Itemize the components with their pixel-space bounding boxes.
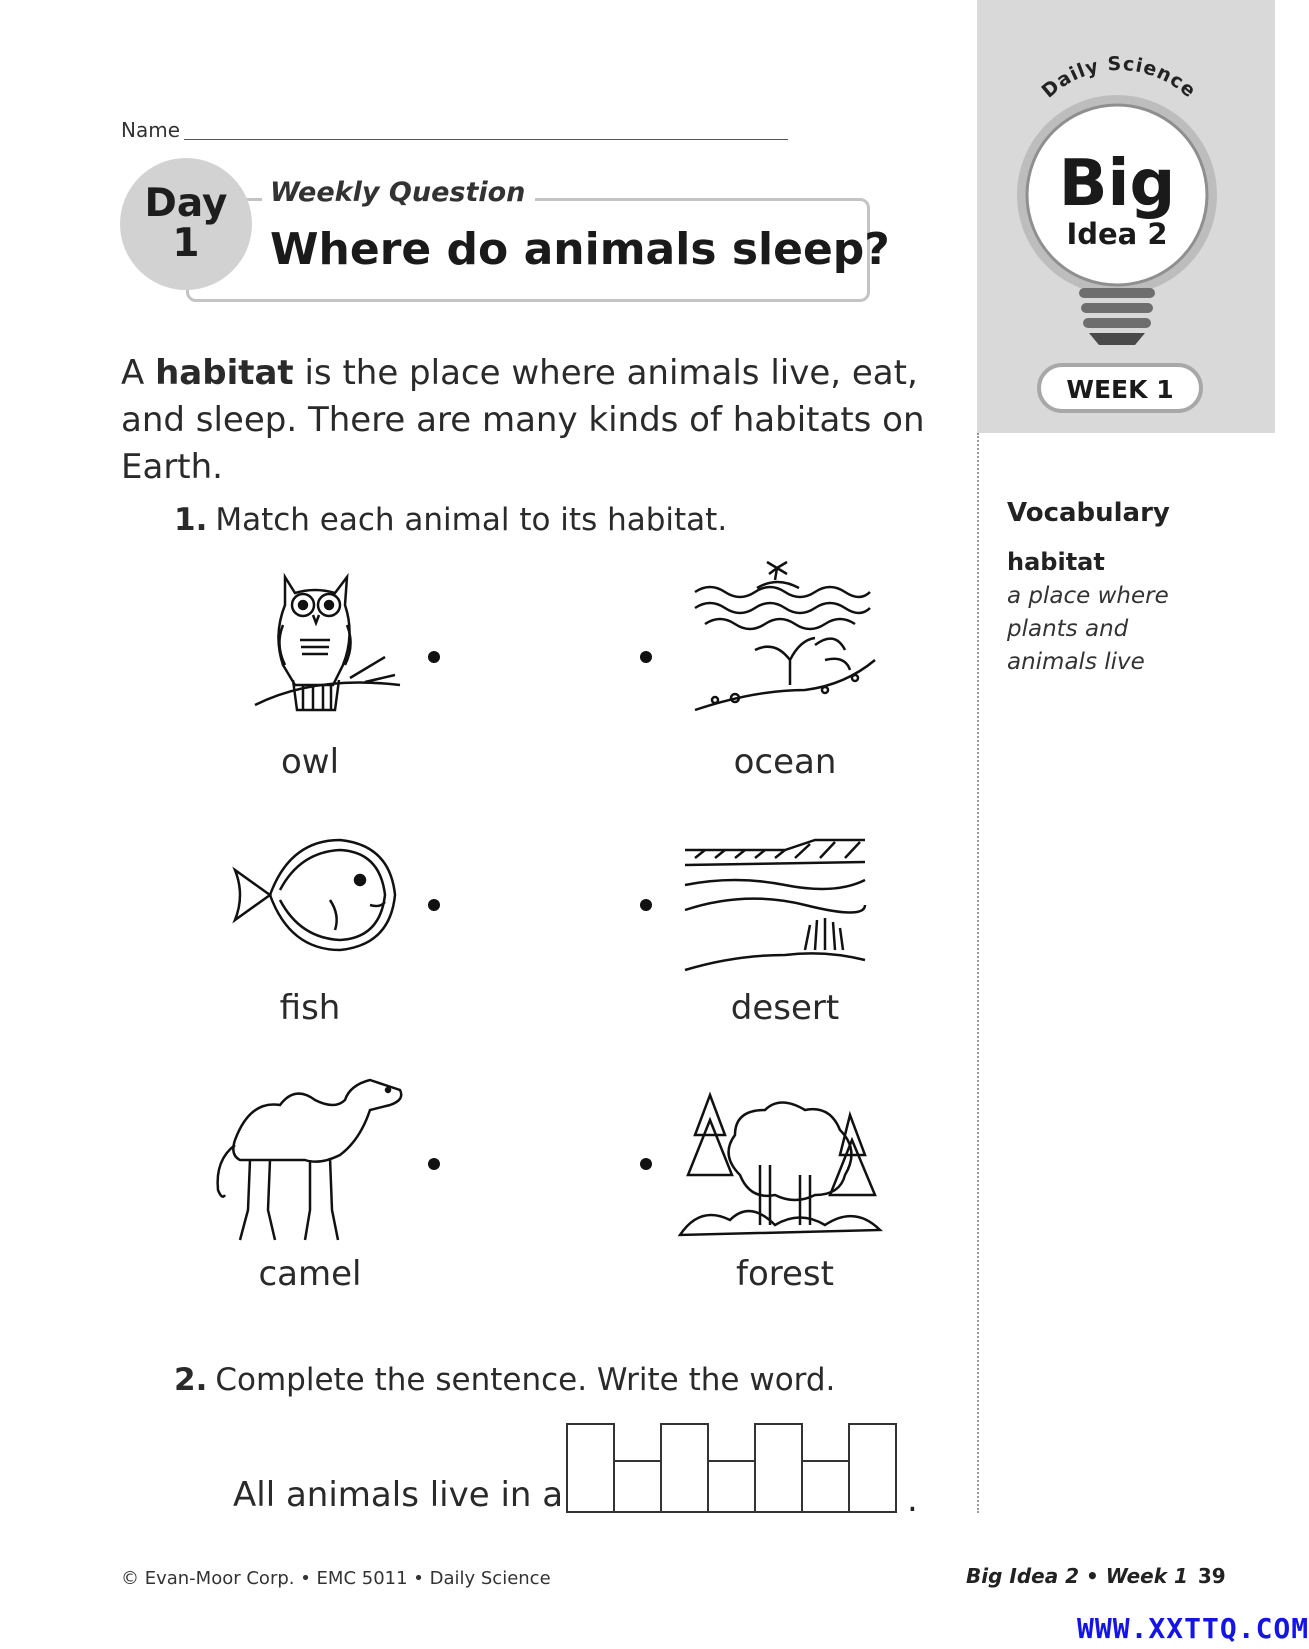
- forest-illustration: [680, 1085, 885, 1255]
- sidebar-divider: [977, 433, 979, 1513]
- letter-box-tall[interactable]: [661, 1424, 708, 1512]
- intro-bold-term: habitat: [155, 353, 294, 393]
- match-dot-fish[interactable]: [428, 899, 440, 911]
- animal-label-owl: owl: [280, 742, 340, 782]
- ocean-illustration: [695, 560, 875, 730]
- sidebar-header-panel: [977, 0, 1275, 433]
- vocabulary-term: habitat: [1007, 548, 1105, 576]
- match-dot-camel[interactable]: [428, 1158, 440, 1170]
- badge-idea-text: Idea 2: [1066, 217, 1168, 251]
- letter-box-tall[interactable]: [567, 1424, 614, 1512]
- vocabulary-definition: a place where plants and animals live: [1007, 583, 1169, 675]
- habitat-label-forest: forest: [736, 1254, 834, 1294]
- name-label: Name: [121, 118, 181, 142]
- match-dot-owl[interactable]: [428, 651, 440, 663]
- desert-illustration: [685, 830, 875, 980]
- question-1-number: 1.: [174, 502, 208, 538]
- question-2-number: 2.: [174, 1362, 208, 1398]
- sentence-period: .: [907, 1480, 918, 1520]
- camel-illustration: [210, 1070, 420, 1250]
- letter-box-tall[interactable]: [755, 1424, 802, 1512]
- question-2-text: Complete the sentence. Write the word.: [215, 1362, 836, 1398]
- vocabulary-heading: Vocabulary: [1007, 498, 1170, 528]
- weekly-question-label: Weekly Question: [262, 177, 535, 208]
- habitat-label-ocean: ocean: [733, 742, 837, 782]
- page-number: 39: [1197, 1564, 1226, 1588]
- animal-label-fish: fish: [279, 988, 341, 1028]
- letter-box-short[interactable]: [802, 1461, 849, 1512]
- match-dot-desert[interactable]: [640, 899, 652, 911]
- intro-text-end: is the place where animals live, eat, and sleep. There are many kinds of habitats on Earth.: [121, 353, 925, 487]
- question-1-text: Match each animal to its habitat.: [215, 502, 728, 538]
- match-dot-ocean[interactable]: [640, 651, 652, 663]
- letter-boxes[interactable]: [566, 1423, 906, 1513]
- daily-science-arc-text: Daily Science: [1037, 52, 1201, 103]
- fish-illustration: [230, 820, 400, 970]
- owl-illustration: [255, 565, 405, 735]
- footer-week-label: Big Idea 2 • Week 1: [966, 1564, 1188, 1588]
- footer-page-info: [966, 1564, 1226, 1588]
- day-badge: [120, 158, 252, 290]
- intro-paragraph: [121, 350, 961, 491]
- habitat-label-desert: desert: [730, 988, 840, 1028]
- day-label: Day: [144, 181, 228, 226]
- svg-text:Daily Science: [1038, 53, 1201, 103]
- weekly-question-title: Where do animals sleep?: [270, 224, 890, 275]
- intro-text-start: A: [121, 353, 156, 393]
- question-1-instruction: [174, 502, 727, 538]
- letter-box-tall[interactable]: [849, 1424, 896, 1512]
- badge-big-text: Big: [1058, 147, 1176, 221]
- footer-copyright: © Evan-Moor Corp. • EMC 5011 • Daily Science: [121, 1568, 551, 1589]
- week-badge-text: WEEK 1: [1066, 375, 1174, 404]
- letter-box-short[interactable]: [614, 1461, 661, 1512]
- animal-label-camel: camel: [258, 1254, 362, 1294]
- watermark-text: WWW.XXTTQ.COM: [1077, 1612, 1309, 1645]
- question-2-instruction: [174, 1362, 835, 1398]
- name-field[interactable]: [184, 139, 788, 140]
- match-dot-forest[interactable]: [640, 1158, 652, 1170]
- big-idea-lightbulb-badge: [977, 0, 1275, 433]
- letter-box-short[interactable]: [708, 1461, 755, 1512]
- day-number: 1: [172, 221, 200, 266]
- fill-in-sentence: All animals live in a: [233, 1475, 564, 1515]
